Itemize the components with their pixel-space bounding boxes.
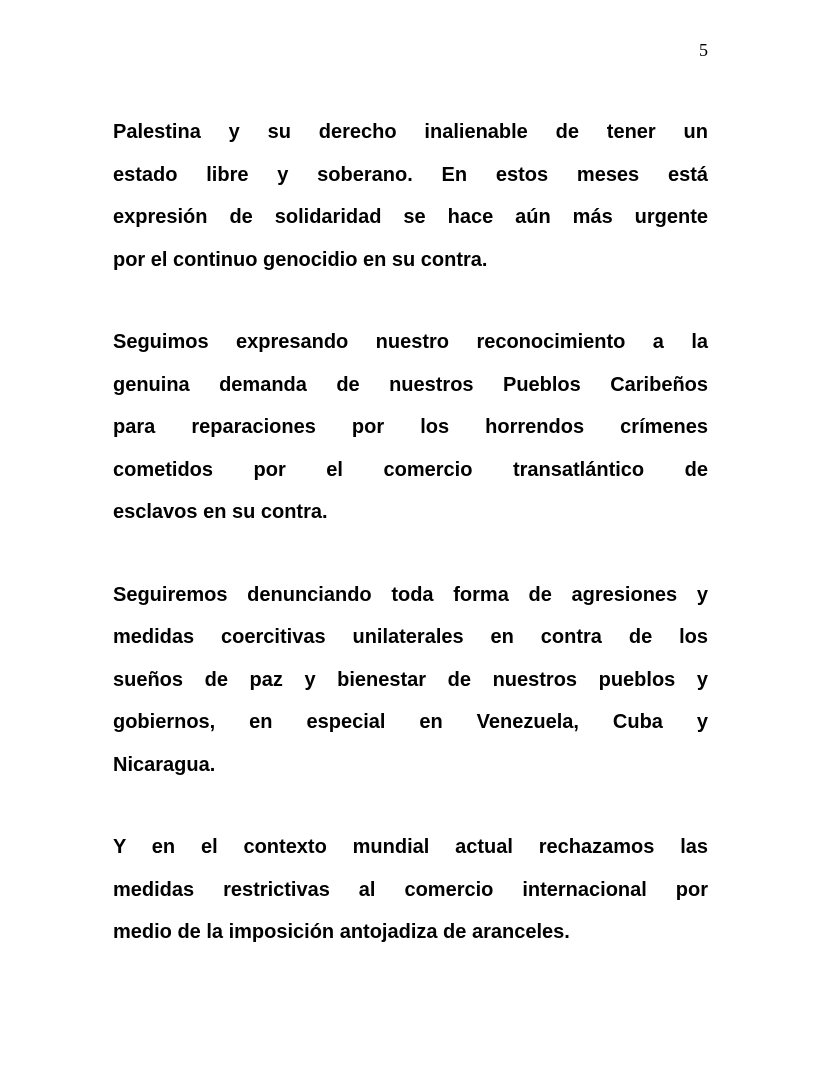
text-line: Seguimos expresando nuestro reconocimiento a la [113,331,708,353]
paragraph [113,574,708,787]
text-line: por el continuo genocidio en su contra. [113,248,488,271]
paragraph [113,321,708,534]
text-line: genuina demanda de nuestros Pueblos Caribeños [113,373,708,396]
text-line: medio de la imposición antojadiza de aranceles. [113,921,570,943]
text-line: gobiernos, en especial en Venezuela, Cuba y [113,711,708,733]
text-line: Seguiremos denunciando toda forma de agresiones y [113,583,708,606]
text-line: Palestina y su derecho inalienable de tener un [113,121,708,143]
paragraph [113,826,708,954]
text-line: expresión de solidaridad se hace aún más urgente [113,206,708,228]
document-body [113,111,708,954]
text-line: medidas restrictivas al comercio internacional por [113,878,708,901]
text-line: medidas coercitivas unilaterales en contra de los [113,626,708,648]
text-line: esclavos en su contra. [113,501,328,523]
paragraph [113,111,708,281]
text-line: sueños de paz y bienestar de nuestros pueblos y [113,668,708,691]
text-line: para reparaciones por los horrendos crímenes [113,416,708,438]
text-line: cometidos por el comercio transatlántico de [113,458,708,481]
text-line: Y en el contexto mundial actual rechazamos las [113,836,708,858]
text-line: Nicaragua. [113,753,216,776]
page-number: 5 [699,40,708,60]
text-line: estado libre y soberano. En estos meses está [113,163,708,186]
